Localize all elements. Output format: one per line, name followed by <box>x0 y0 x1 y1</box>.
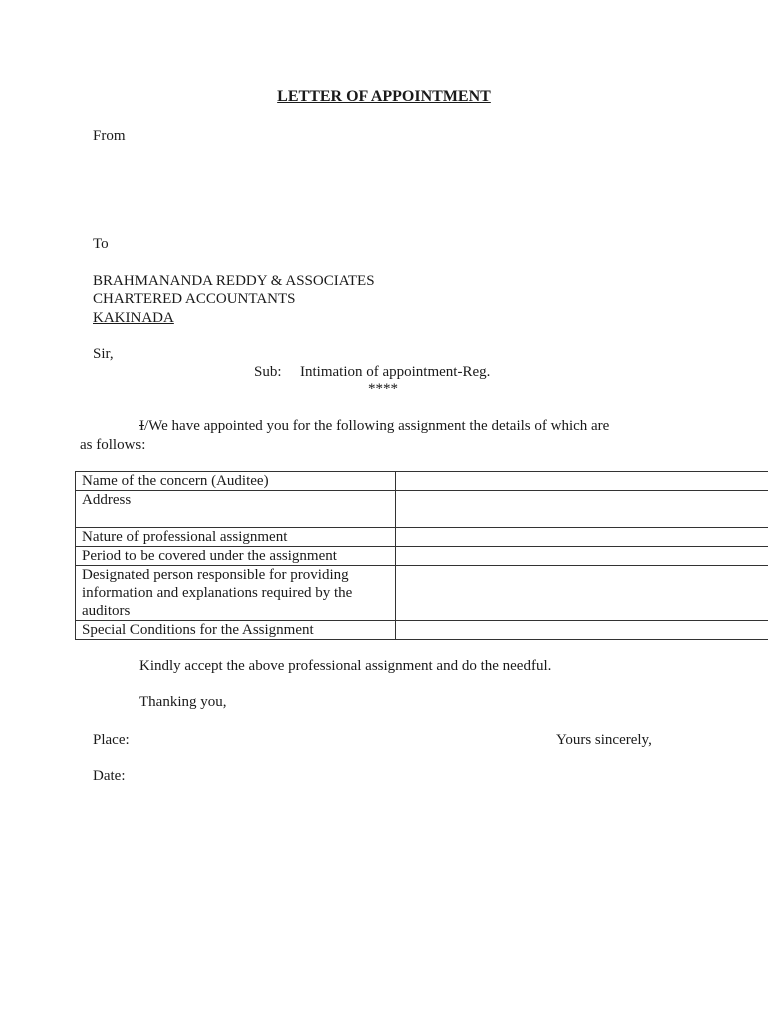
table-row <box>76 491 768 528</box>
closing-request: Kindly accept the above professional assignment and do the needful. <box>139 658 552 674</box>
table-row <box>76 621 768 640</box>
intro-line-1-text: /We have appointed you for the following assignment the details of which are <box>144 418 610 434</box>
separator-stars: **** <box>368 381 398 397</box>
intro-line-2: as follows: <box>80 437 146 453</box>
row-label-nature: Nature of professional assignment <box>76 528 396 547</box>
recipient-city: KAKINADA <box>93 310 174 326</box>
subject-label: Sub: <box>254 364 282 380</box>
table-row <box>76 547 768 566</box>
row-label-period: Period to be covered under the assignment <box>76 547 396 566</box>
to-label: To <box>93 236 109 252</box>
assignment-details-table <box>75 471 768 640</box>
row-value-special-conditions <box>396 621 768 640</box>
row-value-auditee <box>396 472 768 491</box>
table-row <box>76 472 768 491</box>
row-value-address <box>396 491 768 528</box>
table-row <box>76 528 768 547</box>
recipient-designation: CHARTERED ACCOUNTANTS <box>93 291 296 307</box>
place-label: Place: <box>93 732 130 748</box>
row-value-period <box>396 547 768 566</box>
row-value-nature <box>396 528 768 547</box>
date-label: Date: <box>93 768 126 784</box>
row-value-designated-person <box>396 566 768 621</box>
recipient-name: BRAHMANANDA REDDY & ASSOCIATES <box>93 273 375 289</box>
from-label: From <box>93 128 126 144</box>
table-row <box>76 566 768 621</box>
thanks-line: Thanking you, <box>139 694 227 710</box>
row-label-designated-person: Designated person responsible for providing information and explanations required by the auditors <box>76 566 396 621</box>
row-label-special-conditions: Special Conditions for the Assignment <box>76 621 396 640</box>
letter-title: LETTER OF APPOINTMENT <box>277 88 491 105</box>
subject-text: Intimation of appointment-Reg. <box>300 364 491 380</box>
row-label-address: Address <box>76 491 396 528</box>
sign-off: Yours sincerely, <box>556 732 652 748</box>
intro-struck-pronoun: I <box>139 418 144 434</box>
intro-line-1 <box>139 417 609 436</box>
row-label-auditee: Name of the concern (Auditee) <box>76 472 396 491</box>
salutation: Sir, <box>93 346 114 362</box>
